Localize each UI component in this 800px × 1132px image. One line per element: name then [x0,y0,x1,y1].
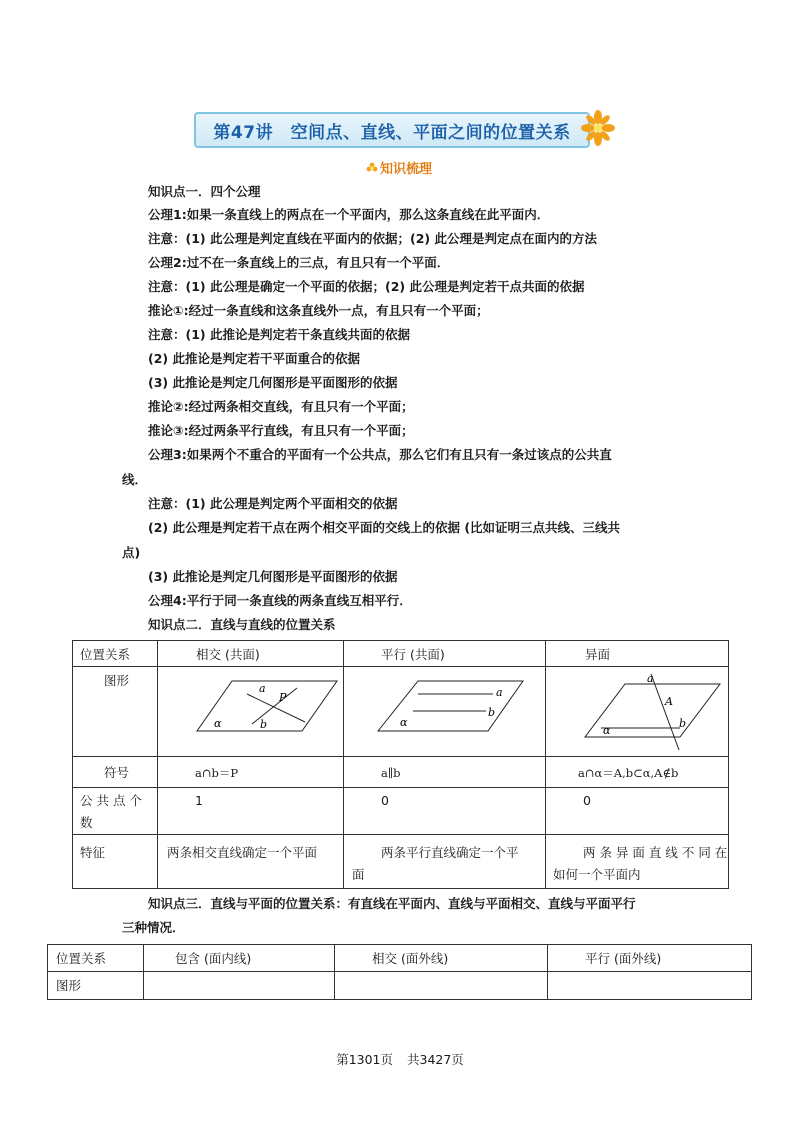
heading-point-1: 知识点一．四个公理 [148,184,261,199]
text-line: 公理3:如果两个不重合的平面有一个公共点，那么它们有且只有一条过该点的公共直 [148,447,612,462]
text-line: 注意：(1) 此公理是判定两个平面相交的依据 [148,496,398,511]
symbol-intersect: a∩b＝P [195,766,239,780]
text-line: 推论①:经过一条直线和这条直线外一点，有且只有一个平面； [148,303,489,318]
label-b: b [488,706,496,719]
text-line: 公理4:平行于同一条直线的两条直线互相平行． [148,593,412,608]
label-alpha: α [400,716,408,729]
text-line: 注意：(1) 此推论是判定若干条直线共面的依据 [148,327,410,342]
common-count-intersect: 1 [195,793,203,808]
header-parallel: 平行 (面外线) [585,951,662,966]
text-line: 公理1:如果一条直线上的两点在一个平面内，那么这条直线在此平面内． [148,207,550,222]
label-alpha: α [214,717,222,730]
section-subtitle [366,158,432,177]
label-A: A [665,695,673,708]
title-banner [194,112,590,148]
text-line: (2) 此公理是判定若干点在两个相交平面的交线上的依据 (比如证明三点共线、三线共 [148,520,621,535]
feature-skew: 两 条 异 面 直 线 不 同 在 [583,845,728,860]
common-count-skew: 0 [583,793,591,808]
symbol-skew: a∩α＝A,b⊂α,A∉b [578,766,679,780]
feature-intersect: 两条相交直线确定一个平面 [167,845,318,860]
header-intersect: 相交 (面外线) [372,951,449,966]
figure-label: 图形 [104,673,130,688]
feature-parallel: 两条平行直线确定一个平 [381,845,519,860]
subtitle-text: 知识梳理 [380,162,433,177]
text-line: (2) 此推论是判定若干平面重合的依据 [148,351,360,366]
label-a: a [647,672,654,685]
page-total: 共3427页 [407,1052,464,1067]
common-point-label: 数 [80,815,93,830]
figure-label: 图形 [56,978,82,993]
skew-figure [585,672,735,752]
page-title: 第47讲 空间点、直线、平面之间的位置关系 [213,122,571,143]
page-footer [0,1050,800,1068]
label-a: a [496,686,503,699]
text-line: 注意：(1) 此公理是判定直线在平面内的依据；(2) 此公理是判定点在面内的方法 [148,231,597,246]
parallel-figure [378,676,528,736]
label-a: a [259,682,266,695]
page-number: 第1301页 [336,1052,393,1067]
flower-icon [584,109,612,149]
text-line: 公理2:过不在一条直线上的三点，有且只有一个平面． [148,255,450,270]
text-line: 线． [122,472,148,487]
common-point-label: 公 共 点 个 [80,793,142,808]
header-skew: 异面 [585,647,611,662]
header-contained: 包含 (面内线) [175,951,252,966]
flower-icon [366,162,378,174]
label-P: P [279,691,287,704]
feature-label: 特征 [80,845,106,860]
label-b: b [679,717,687,730]
heading-point-3: 知识点三．直线与平面的位置关系：有直线在平面内、直线与平面相交、直线与平面平行 [148,896,636,911]
symbol-parallel: a∥b [381,766,401,780]
feature-skew: 如何一个平面内 [553,867,641,882]
header-position-relation: 位置关系 [80,647,131,662]
header-position-relation: 位置关系 [56,951,107,966]
intersect-figure [197,676,347,736]
text-line: 点) [122,545,141,560]
common-count-parallel: 0 [381,793,389,808]
label-b: b [260,718,268,731]
label-alpha: α [603,724,611,737]
feature-parallel: 面 [352,867,365,882]
header-intersect: 相交 (共面) [196,647,260,662]
text-line: 推论②:经过两条相交直线，有且只有一个平面； [148,399,414,414]
header-parallel: 平行 (共面) [381,647,445,662]
text-line: 注意：(1) 此公理是确定一个平面的依据；(2) 此公理是判定若干点共面的依据 [148,279,585,294]
text-line: 三种情况． [122,920,185,935]
text-line: (3) 此推论是判定几何图形是平面图形的依据 [148,375,398,390]
heading-point-2: 知识点二．直线与直线的位置关系 [148,617,336,632]
text-line: 推论③:经过两条平行直线，有且只有一个平面； [148,423,414,438]
text-line: (3) 此推论是判定几何图形是平面图形的依据 [148,569,398,584]
symbol-label: 符号 [104,765,130,780]
